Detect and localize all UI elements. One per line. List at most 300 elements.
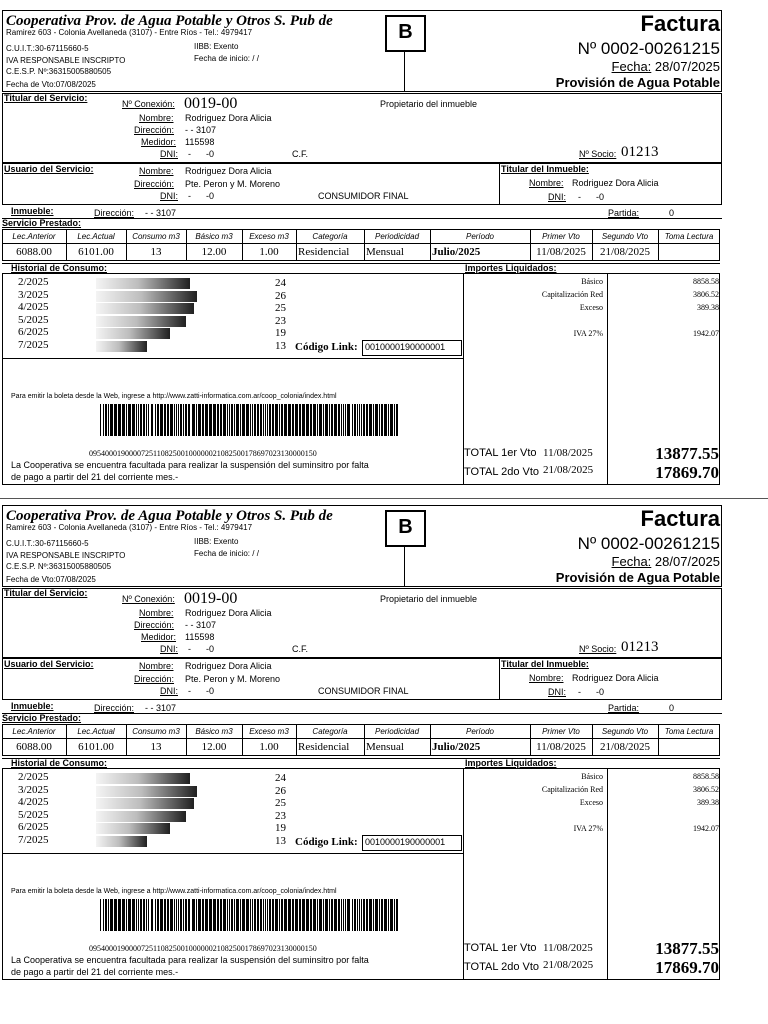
barcode-bar (334, 404, 337, 436)
history-period: 6/2025 (18, 326, 49, 338)
barcode-bar (302, 899, 305, 931)
total2-date: 21/08/2025 (543, 464, 594, 476)
barcode-bar (345, 899, 346, 931)
inmueble-address-label: Dirección: (94, 208, 135, 218)
cuit: C.U.I.T.:30-67115660-5 (6, 539, 89, 548)
conexion-label: Nº Conexión: (122, 594, 175, 604)
barcode-bar (366, 404, 368, 436)
charge-label: Básico (581, 277, 603, 286)
total1-amount: 13877.55 (655, 444, 719, 463)
barcode-bar (292, 404, 294, 436)
barcode-bar (347, 899, 350, 931)
barcode-bar (122, 404, 125, 436)
service-table-cell: Julio/2025 (432, 741, 481, 753)
service-table-cell: 21/08/2025 (599, 246, 651, 258)
service-table-header: Primer Vto (542, 232, 580, 241)
charge-label: Exceso (579, 303, 603, 312)
history-value: 13 (275, 339, 286, 352)
usuario-dni: - -0 (188, 686, 215, 696)
titular-section-title: Titular del Servicio: (4, 93, 88, 103)
service-table-cell: Julio/2025 (432, 246, 481, 258)
barcode-bar (217, 404, 219, 436)
barcode-bar (260, 899, 262, 931)
service-table-header: Lec.Anterior (12, 727, 56, 736)
service-table-cell: 6088.00 (16, 741, 52, 753)
titular-address: - - 3107 (185, 620, 217, 630)
barcode-bar (180, 404, 182, 436)
service-table-header: Segundo Vto (601, 727, 649, 736)
barcode-bar (164, 404, 166, 436)
barcode-bar (234, 899, 235, 931)
usuario-name: Rodriguez Dora Alicia (185, 166, 272, 176)
barcode-bar (231, 404, 233, 436)
service-table-cell: 1.00 (259, 741, 279, 753)
barcode-bar (279, 899, 280, 931)
history-bar (96, 836, 147, 847)
barcode-bar (331, 404, 333, 436)
barcode-bar (229, 899, 230, 931)
barcode-bar (319, 899, 322, 931)
inmueble-owner-name: Rodriguez Dora Alicia (572, 673, 659, 683)
history-value: 23 (275, 809, 286, 822)
barcode-bar (254, 404, 256, 436)
barcode-bar (176, 899, 177, 931)
barcode-bar (132, 899, 135, 931)
issue-date: Fecha: 28/07/2025 (611, 59, 720, 74)
titular-address-label: Dirección: (134, 620, 175, 630)
owner-role: Propietario del inmueble (380, 99, 478, 109)
barcode-bar (310, 404, 312, 436)
barcode-bar (205, 899, 208, 931)
medidor-value: 115598 (185, 137, 215, 147)
titular-dni: - -0 (188, 149, 215, 159)
charge-label: Básico (581, 772, 603, 781)
barcode-bar (202, 899, 204, 931)
history-bottom-rule (2, 853, 463, 854)
barcode-bar (299, 404, 301, 436)
barcode-bar (257, 404, 259, 436)
barcode-bar (183, 404, 184, 436)
codigo-link-value: 0010000190000001 (365, 837, 446, 847)
usuario-section-title: Usuario del Servicio: (4, 659, 94, 669)
barcode-bar (373, 899, 374, 931)
service-table-cell: 6101.00 (78, 741, 114, 753)
titular-inmueble-section-title: Titular del Inmueble: (501, 164, 589, 174)
barcode-bar (267, 404, 268, 436)
total2-amount: 17869.70 (655, 463, 719, 482)
suspension-note-1: La Cooperativa se encuentra facultada para realizar la suspensión del suminsitro por falta (11, 460, 369, 470)
barcode-bar (341, 404, 342, 436)
barcode-bar (396, 404, 398, 436)
service-table-cell: 12.00 (201, 246, 227, 258)
barcode-bar (148, 404, 149, 436)
barcode-bar (136, 404, 137, 436)
history-value: 19 (275, 327, 286, 339)
doc-number: Nº 0002-00261215 (577, 534, 720, 553)
barcode-bar (381, 404, 383, 436)
barcode-bar (231, 899, 233, 931)
suspension-note-2: de pago a partir del 21 del corriente mes.- (11, 472, 179, 482)
barcode-bar (288, 404, 291, 436)
barcode-number: 09540001900007251108250010000002108250017869702313000015​0 (89, 449, 317, 458)
barcode-bar (138, 404, 139, 436)
barcode-bar (185, 899, 187, 931)
history-bar (96, 303, 194, 314)
inmueble-owner-dni: - -0 (578, 687, 605, 697)
barcode-bar (167, 899, 169, 931)
history-period: 5/2025 (18, 313, 49, 326)
history-bar (96, 798, 194, 809)
barcode-bar (100, 899, 101, 931)
barcode-bar (323, 899, 324, 931)
usuario-dni-label: DNI: (160, 686, 178, 696)
barcode-bar (223, 899, 226, 931)
history-value: 25 (275, 302, 286, 314)
barcode-bar (170, 899, 173, 931)
usuario-name-label: Nombre: (139, 661, 174, 671)
barcode-bar (240, 404, 241, 436)
history-period: 2/2025 (18, 276, 49, 288)
suspension-note-2: de pago a partir del 21 del corriente mes.- (11, 967, 179, 977)
barcode-bar (345, 404, 346, 436)
barcode-bar (220, 899, 222, 931)
barcode-bar (198, 404, 201, 436)
medidor-label: Medidor: (141, 632, 177, 642)
invoice-letter: B (398, 21, 413, 43)
barcode-bar (205, 404, 208, 436)
barcode-bar (178, 404, 179, 436)
socio-value: 01213 (621, 144, 659, 160)
suspension-note-1: La Cooperativa se encuentra facultada para realizar la suspensión del suminsitro por falta (11, 955, 369, 965)
barcode-bar (174, 404, 175, 436)
barcode-bar (369, 899, 372, 931)
inmueble-owner-name: Rodriguez Dora Alicia (572, 178, 659, 188)
service-table-cell: Mensual (366, 246, 404, 258)
barcode-bar (299, 899, 301, 931)
barcode-bar (361, 899, 362, 931)
barcode-bar (325, 404, 328, 436)
barcode-bar (396, 899, 398, 931)
history-bar (96, 811, 186, 822)
usuario-divider (499, 658, 500, 700)
service-table-header: Exceso m3 (249, 232, 289, 241)
charge-amount: 8858.58 (693, 277, 719, 286)
barcode-bar (170, 404, 173, 436)
barcode-bar (331, 899, 333, 931)
barcode-bar (272, 404, 274, 436)
service-table-header: Básico m3 (195, 727, 233, 736)
history-period: 2/2025 (18, 771, 49, 783)
codigo-link-label: Código Link: (295, 341, 358, 353)
barcode-bar (188, 404, 190, 436)
history-period: 7/2025 (18, 338, 49, 351)
socio-value: 01213 (621, 639, 659, 655)
barcode-bar (229, 404, 230, 436)
barcode-bar (155, 899, 156, 931)
consumer-type: CONSUMIDOR FINAL (318, 191, 409, 201)
barcode-bar (384, 404, 387, 436)
barcode-bar (157, 404, 159, 436)
inmueble-section-title: Inmueble: (11, 701, 54, 711)
barcode-bar (180, 899, 182, 931)
barcode-bar (267, 899, 268, 931)
partida-value: 0 (669, 208, 675, 218)
doc-type: Factura (640, 506, 720, 531)
service-name: Provisión de Agua Potable (555, 75, 720, 90)
inmueble-section-title: Inmueble: (11, 206, 54, 216)
charge-label: IVA 27% (573, 824, 603, 833)
barcode-bar (357, 899, 358, 931)
history-value: 19 (275, 822, 286, 834)
barcode-bar (323, 404, 324, 436)
inmueble-address: - - 3107 (145, 703, 177, 713)
service-table-header: Exceso m3 (249, 727, 289, 736)
barcode-bar (176, 404, 177, 436)
history-period: 5/2025 (18, 808, 49, 821)
inmueble-owner-dni-label: DNI: (548, 192, 566, 202)
barcode-bar (242, 899, 245, 931)
usuario-address-label: Dirección: (134, 179, 175, 189)
barcode-bar (140, 899, 142, 931)
barcode-bar (196, 404, 197, 436)
due-date-line: Fecha de Vto:07/08/2025 (6, 80, 96, 89)
barcode-bar (118, 404, 121, 436)
issuer-name: Cooperativa Prov. de Agua Potable y Otros S. Pub de (6, 13, 333, 29)
inmueble-owner-name-label: Nombre: (529, 178, 564, 188)
conexion-value: 0019-00 (184, 590, 238, 607)
barcode-bar (242, 404, 245, 436)
history-bar (96, 786, 197, 797)
barcode-bar (103, 899, 104, 931)
total1-label: TOTAL 1er Vto (464, 942, 537, 954)
barcode-bar (313, 404, 316, 436)
barcode-bar (260, 404, 262, 436)
history-bar (96, 316, 186, 327)
service-table-cell: 1.00 (259, 246, 279, 258)
barcode-bar (373, 404, 374, 436)
medidor-label: Medidor: (141, 137, 177, 147)
cesp: C.E.S.P. Nº:36315005880505 (6, 562, 112, 571)
barcode-bar (167, 404, 169, 436)
service-table-cell: 6088.00 (16, 246, 52, 258)
inmueble-address-label: Dirección: (94, 703, 135, 713)
barcode-bar (146, 899, 147, 931)
charge-amount: 1942.07 (693, 824, 719, 833)
barcode-bar (192, 404, 195, 436)
conexion-label: Nº Conexión: (122, 99, 175, 109)
barcode-bar (122, 899, 125, 931)
cf-label: C.F. (292, 644, 309, 654)
barcode-bar (281, 899, 283, 931)
history-period: 3/2025 (18, 783, 49, 796)
socio-label: Nº Socio: (579, 644, 617, 654)
usuario-name-label: Nombre: (139, 166, 174, 176)
barcode-bar (317, 404, 318, 436)
barcode-bar (394, 404, 395, 436)
barcode-bar (354, 404, 356, 436)
barcode-bar (160, 899, 163, 931)
partida-label: Partida: (608, 208, 640, 218)
barcode-bar (185, 404, 187, 436)
total2-label: TOTAL 2do Vto (464, 466, 540, 478)
history-period: 4/2025 (18, 796, 49, 808)
history-period: 4/2025 (18, 301, 49, 313)
barcode-bar (338, 404, 340, 436)
barcode-bar (381, 899, 383, 931)
service-table-header: Lec.Anterior (12, 232, 56, 241)
inmueble-owner-name-label: Nombre: (529, 673, 564, 683)
barcode-bar (209, 899, 212, 931)
due-date-line: Fecha de Vto:07/08/2025 (6, 575, 96, 584)
barcode-bar (366, 899, 368, 931)
barcode-bar (198, 899, 201, 931)
barcode-bar (246, 404, 249, 436)
barcode-bar (279, 404, 280, 436)
titular-section-title: Titular del Servicio: (4, 588, 88, 598)
history-period: 3/2025 (18, 288, 49, 301)
barcode-bar (174, 899, 175, 931)
titular-name: Rodriguez Dora Alicia (185, 113, 272, 123)
barcode-bar (213, 899, 216, 931)
barcode-bar (188, 899, 190, 931)
charge-amount: 389.38 (697, 303, 719, 312)
history-value: 24 (275, 772, 286, 784)
barcode-bar (347, 404, 350, 436)
letter-divider (404, 52, 405, 92)
barcode-bar (151, 404, 153, 436)
usuario-address: Pte. Peron y M. Moreno (185, 179, 281, 189)
barcode-bar (257, 899, 259, 931)
barcode-bar (390, 899, 393, 931)
total2-amount: 17869.70 (655, 958, 719, 977)
cesp: C.E.S.P. Nº:36315005880505 (6, 67, 112, 76)
barcode-bar (136, 899, 137, 931)
charge-amount: 8858.58 (693, 772, 719, 781)
barcode-bar (272, 899, 274, 931)
medidor-value: 115598 (185, 632, 215, 642)
barcode-bar (140, 404, 142, 436)
barcode-bar (160, 404, 163, 436)
barcode-bar (114, 899, 117, 931)
barcode-bar (379, 899, 380, 931)
barcode-bar (254, 899, 256, 931)
web-note: Para emitir la boleta desde la Web, ingrese a http://www.zatti-informatica.com.ar/coop_colonia/index.html (11, 888, 337, 895)
barcode-image (100, 899, 400, 931)
history-bottom-rule (2, 358, 463, 359)
history-bar (96, 341, 147, 352)
history-value: 23 (275, 314, 286, 327)
barcode-bar (379, 404, 380, 436)
total2-label: TOTAL 2do Vto (464, 961, 540, 973)
barcode-bar (220, 404, 222, 436)
service-table-cell: Mensual (366, 741, 404, 753)
inmueble-owner-dni: - -0 (578, 192, 605, 202)
barcode-bar (103, 404, 104, 436)
barcode-bar (209, 404, 212, 436)
charge-label: IVA 27% (573, 329, 603, 338)
total1-date: 11/08/2025 (543, 447, 593, 459)
total1-label: TOTAL 1er Vto (464, 447, 537, 459)
historial-section-title: Historial de Consumo: (11, 758, 108, 768)
service-table-cell: 11/08/2025 (536, 246, 586, 258)
barcode-bar (114, 404, 117, 436)
letter-divider (404, 547, 405, 587)
barcode-bar (110, 404, 113, 436)
barcode-bar (183, 899, 184, 931)
charge-amount: 389.38 (697, 798, 719, 807)
barcode-bar (329, 404, 330, 436)
usuario-divider (499, 163, 500, 205)
service-table-header: Periodicidad (374, 232, 420, 241)
barcode-bar (292, 899, 294, 931)
barcode-bar (384, 899, 387, 931)
partida-label: Partida: (608, 703, 640, 713)
service-table-header: Periodicidad (374, 727, 420, 736)
iva-condition: IVA RESPONSABLE INSCRIPTO (6, 56, 126, 65)
titular-address-label: Dirección: (134, 125, 175, 135)
barcode-bar (363, 899, 365, 931)
barcode-bar (108, 404, 109, 436)
inmueble-rule (2, 218, 722, 219)
barcode-bar (281, 404, 283, 436)
total2-date: 21/08/2025 (543, 959, 594, 971)
history-bar (96, 823, 170, 834)
barcode-bar (143, 404, 145, 436)
barcode-bar (275, 404, 278, 436)
barcode-bar (236, 899, 239, 931)
barcode-bar (269, 899, 271, 931)
barcode-bar (394, 899, 395, 931)
service-table-header: Período (465, 232, 495, 241)
history-value: 13 (275, 834, 286, 847)
service-table-header-rule (2, 243, 720, 244)
consumer-type: CONSUMIDOR FINAL (318, 686, 409, 696)
barcode-bar (284, 899, 287, 931)
barcode-bar (341, 899, 342, 931)
titular-address: - - 3107 (185, 125, 217, 135)
barcode-bar (105, 899, 107, 931)
barcode-bar (151, 899, 153, 931)
barcode-bar (269, 404, 271, 436)
doc-type: Factura (640, 11, 720, 36)
titular-dni-label: DNI: (160, 149, 178, 159)
total1-amount: 13877.55 (655, 939, 719, 958)
codigo-link-value: 0010000190000001 (365, 342, 446, 352)
charge-amount: 3806.52 (693, 785, 719, 794)
history-bar (96, 328, 170, 339)
history-value: 25 (275, 797, 286, 809)
barcode-bar (143, 899, 145, 931)
barcode-bar (223, 404, 226, 436)
history-value: 24 (275, 277, 286, 289)
invoice-copy (0, 495, 768, 985)
barcode-bar (138, 899, 139, 931)
service-table-header: Lec.Actual (77, 727, 115, 736)
service-table-header: Consumo m3 (132, 232, 180, 241)
barcode-bar (354, 899, 356, 931)
barcode-bar (128, 404, 131, 436)
service-table-header: Básico m3 (195, 232, 233, 241)
usuario-section-title: Usuario del Servicio: (4, 164, 94, 174)
invoice-letter: B (398, 516, 413, 538)
barcode-bar (334, 899, 337, 931)
iibb: IIBB: Exento (194, 537, 239, 546)
invoice-copy (0, 0, 768, 490)
barcode-bar (246, 899, 249, 931)
titular-dni-label: DNI: (160, 644, 178, 654)
barcode-bar (361, 404, 362, 436)
barcode-bar (352, 899, 353, 931)
